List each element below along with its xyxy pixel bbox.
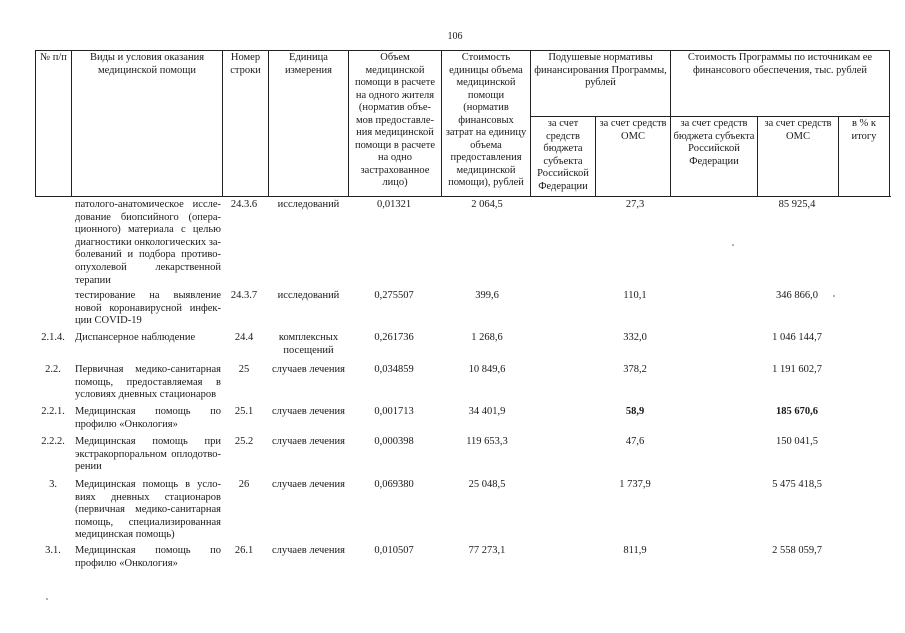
row-oms: 1 737,9 <box>619 479 651 490</box>
header-group-norms: Подушевые нормативы финансирования Программы, рублей <box>530 50 670 116</box>
row-cost: 1 268,6 <box>471 332 503 343</box>
row-line: 26.1 <box>234 545 254 556</box>
row-name: Медицинская помощь при экстракорпоральном оплодотво- рении <box>75 436 221 473</box>
row-oms: 811,9 <box>623 545 647 556</box>
row-name: Диспансерное наблюдение <box>75 332 196 343</box>
row-line: 26 <box>238 479 250 490</box>
row-num: 3.1. <box>45 545 61 556</box>
row-unit: случаев лечения <box>272 406 345 417</box>
row-line: 24.3.7 <box>230 290 258 301</box>
row-oms: 378,2 <box>623 364 647 375</box>
row-num: 2.2. <box>45 364 61 375</box>
header-sub-prog-budget: за счет средств бюджета субъекта Российской Федерации <box>670 116 757 197</box>
scan-speck <box>833 295 835 297</box>
row-oms: 27,3 <box>625 199 645 210</box>
header-col-name: Виды и условия оказания медицинской помощи <box>71 50 222 197</box>
row-num: 2.2.1. <box>41 406 65 417</box>
row-volume: 0,01321 <box>376 199 412 210</box>
row-volume: 0,069380 <box>374 479 414 490</box>
header-group-program: Стоимость Программы по источникам ее финансового обеспечения, тыс. рублей <box>670 50 890 116</box>
row-unit: исследований <box>277 199 340 210</box>
row-cost: 2 064,5 <box>471 199 503 210</box>
row-prog-oms: 5 475 418,5 <box>772 479 822 490</box>
row-prog-oms: 1 191 602,7 <box>772 364 822 375</box>
row-unit: случаев лечения <box>272 479 345 490</box>
header-col-line: Номер строки <box>222 50 268 197</box>
row-prog-oms: 85 925,4 <box>778 199 816 210</box>
row-prog-oms: 185 670,6 <box>776 406 818 417</box>
row-unit: случаев лечения <box>272 545 345 556</box>
scan-speck <box>46 598 48 600</box>
row-line: 25.1 <box>234 406 254 417</box>
row-name: тестирование на выявление новой коронавирусной инфек- ции COVID-19 <box>75 290 221 327</box>
row-line: 25 <box>238 364 250 375</box>
row-num: 2.2.2. <box>41 436 65 447</box>
row-volume: 0,010507 <box>374 545 414 556</box>
row-unit: исследований <box>277 290 340 301</box>
row-unit: случаев лечения <box>272 364 345 375</box>
row-cost: 34 401,9 <box>468 406 506 417</box>
row-cost: 77 273,1 <box>468 545 506 556</box>
row-unit: комплексных посещений <box>278 332 339 356</box>
row-volume: 0,000398 <box>374 436 414 447</box>
header-sub-oms: за счет средств ОМС <box>595 116 670 197</box>
header-bottom-rule <box>35 196 891 197</box>
row-oms: 47,6 <box>625 436 645 447</box>
header-col-unit: Единица измерения <box>268 50 348 197</box>
row-prog-oms: 150 041,5 <box>776 436 818 447</box>
row-cost: 10 849,6 <box>468 364 506 375</box>
header-col-num: № п/п <box>35 50 71 197</box>
row-prog-oms: 346 866,0 <box>776 290 818 301</box>
row-num: 2.1.4. <box>41 332 65 343</box>
row-prog-oms: 2 558 059,7 <box>772 545 822 556</box>
row-name: Медицинская помощь по профилю «Онкология» <box>75 406 221 430</box>
header-sub-pct: в % к итогу <box>838 116 890 197</box>
row-volume: 0,034859 <box>374 364 414 375</box>
row-line: 24.3.6 <box>230 199 258 210</box>
row-prog-oms: 1 046 144,7 <box>772 332 822 343</box>
row-name: Медицинская помощь в усло- виях дневных стационаров (первичная медико-санитарная помощь, специализированная медицинская помощь) <box>75 479 221 541</box>
row-name: Медицинская помощь по профилю «Онкология» <box>75 545 221 569</box>
row-cost: 399,6 <box>475 290 499 301</box>
row-unit: случаев лечения <box>272 436 345 447</box>
row-num: 3. <box>49 479 57 490</box>
row-cost: 119 653,3 <box>466 436 508 447</box>
header-col-volume: Объем медицинской помощи в расчете на одного жителя (норматив объе- мов предоставле- ния медицинской помощи в расчете на одно застрахованное лицо) <box>348 50 441 197</box>
scan-speck <box>732 244 734 246</box>
row-oms: 110,1 <box>623 290 647 301</box>
row-line: 25.2 <box>234 436 254 447</box>
row-name: Первичная медико-санитарная помощь, предоставляемая в условиях дневных стационаров <box>75 364 221 401</box>
row-oms: 58,9 <box>625 406 645 417</box>
row-volume: 0,261736 <box>374 332 414 343</box>
row-volume: 0,275507 <box>374 290 414 301</box>
page-number: 106 <box>447 31 463 42</box>
header-sub-budget: за счет средств бюджета субъекта Российской Федерации <box>530 116 595 197</box>
row-line: 24.4 <box>234 332 254 343</box>
row-cost: 25 048,5 <box>468 479 506 490</box>
header-sub-prog-oms: за счет средств ОМС <box>757 116 838 197</box>
table-header <box>35 50 890 197</box>
row-volume: 0,001713 <box>374 406 414 417</box>
row-oms: 332,0 <box>623 332 647 343</box>
header-col-cost: Стоимость единицы объема медицинской помощи (норматив финансовых затрат на единицу объема предоставления медицинской помощи), рублей <box>441 50 530 197</box>
row-name: патолого-анатомическое иссле- дование биопсийного (опера- ционного) материала с целью диагностики онкологических за- болеваний и подбора противо- опухолевой лекарственной терапии <box>75 199 222 286</box>
